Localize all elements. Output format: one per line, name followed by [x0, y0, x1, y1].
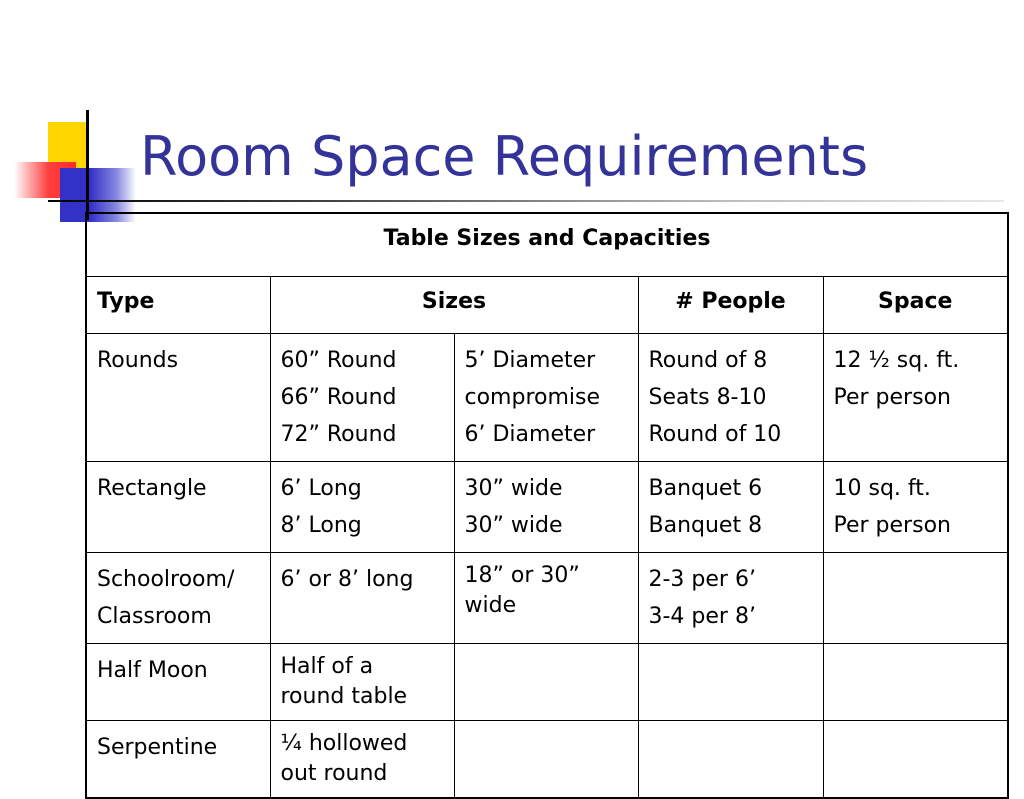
table-cell-type [86, 462, 270, 553]
table-cell-size-b [454, 462, 638, 553]
cell-line: Seats 8-10 [648, 385, 767, 410]
table-cell-space [823, 721, 1008, 799]
cell-line: Round of 8 [648, 348, 768, 373]
table-cell-people [638, 644, 823, 721]
cell-line: 8’ Long [280, 513, 362, 538]
cell-line: round table [280, 684, 408, 709]
cell-line: 30” wide [464, 476, 563, 501]
cell-line: out round [280, 761, 388, 786]
header-people: # People [638, 277, 823, 334]
cell-line: 6’ Diameter [464, 422, 596, 447]
cell-line: 2-3 per 6’ [648, 567, 756, 592]
table-cell-size-a [270, 721, 454, 799]
cell-line: 72” Round [280, 422, 397, 447]
cell-line: 18” or 30” [464, 563, 580, 588]
table-cell-type [86, 553, 270, 644]
table-cell-type [86, 721, 270, 799]
table-caption: Table Sizes and Capacities [86, 213, 1008, 277]
cell-line: Rectangle [97, 476, 207, 501]
cell-line: 60” Round [280, 348, 397, 373]
cell-line: Round of 10 [648, 422, 782, 447]
table-cell-size-b [454, 334, 638, 462]
cell-line: Rounds [97, 348, 179, 373]
table-cell-size-a [270, 553, 454, 644]
cell-line: 6’ Long [280, 476, 362, 501]
table-row [86, 462, 1008, 553]
table-cell-size-b [454, 721, 638, 799]
cell-line: Serpentine [97, 735, 218, 760]
cell-line: Per person [833, 385, 951, 410]
table-cell-space [823, 553, 1008, 644]
table-cell-people [638, 334, 823, 462]
cell-line: Classroom [97, 604, 212, 629]
table-sizes-capacities [85, 212, 1009, 799]
header-type: Type [86, 277, 270, 334]
table-cell-size-b [454, 553, 638, 644]
logo-vertical-line [86, 110, 89, 220]
table-cell-people [638, 553, 823, 644]
cell-line: 30” wide [464, 513, 563, 538]
table-cell-space [823, 334, 1008, 462]
cell-line: Half of a [280, 654, 374, 679]
table-cell-space [823, 644, 1008, 721]
table-cell-size-a [270, 644, 454, 721]
table-row [86, 334, 1008, 462]
table-cell-size-a [270, 334, 454, 462]
cell-line: 6’ or 8’ long [280, 567, 414, 592]
table-cell-type [86, 644, 270, 721]
table-cell-size-b [454, 644, 638, 721]
title-underline [48, 200, 1004, 202]
table-cell-people [638, 462, 823, 553]
header-sizes: Sizes [270, 277, 638, 334]
cell-line: Banquet 8 [648, 513, 763, 538]
cell-line: 3-4 per 8’ [648, 604, 756, 629]
cell-line: 5’ Diameter [464, 348, 596, 373]
cell-line: wide [464, 593, 517, 618]
cell-line: compromise [464, 385, 601, 410]
cell-line: 10 sq. ft. [833, 476, 931, 501]
table-body [86, 334, 1008, 799]
cell-line: Schoolroom/ [97, 567, 235, 592]
cell-line: ¼ hollowed [280, 731, 408, 756]
table-cell-space [823, 462, 1008, 553]
cell-line: Per person [833, 513, 951, 538]
slide-title: Room Space Requirements [140, 125, 869, 188]
header-space: Space [823, 277, 1008, 334]
table-cell-type [86, 334, 270, 462]
table-cell-people [638, 721, 823, 799]
table-row [86, 553, 1008, 644]
cell-line: 12 ½ sq. ft. [833, 348, 960, 373]
cell-line: 66” Round [280, 385, 397, 410]
cell-line: Banquet 6 [648, 476, 763, 501]
table-cell-size-a [270, 462, 454, 553]
cell-line: Half Moon [97, 658, 208, 683]
table-row [86, 644, 1008, 721]
table-row [86, 721, 1008, 799]
